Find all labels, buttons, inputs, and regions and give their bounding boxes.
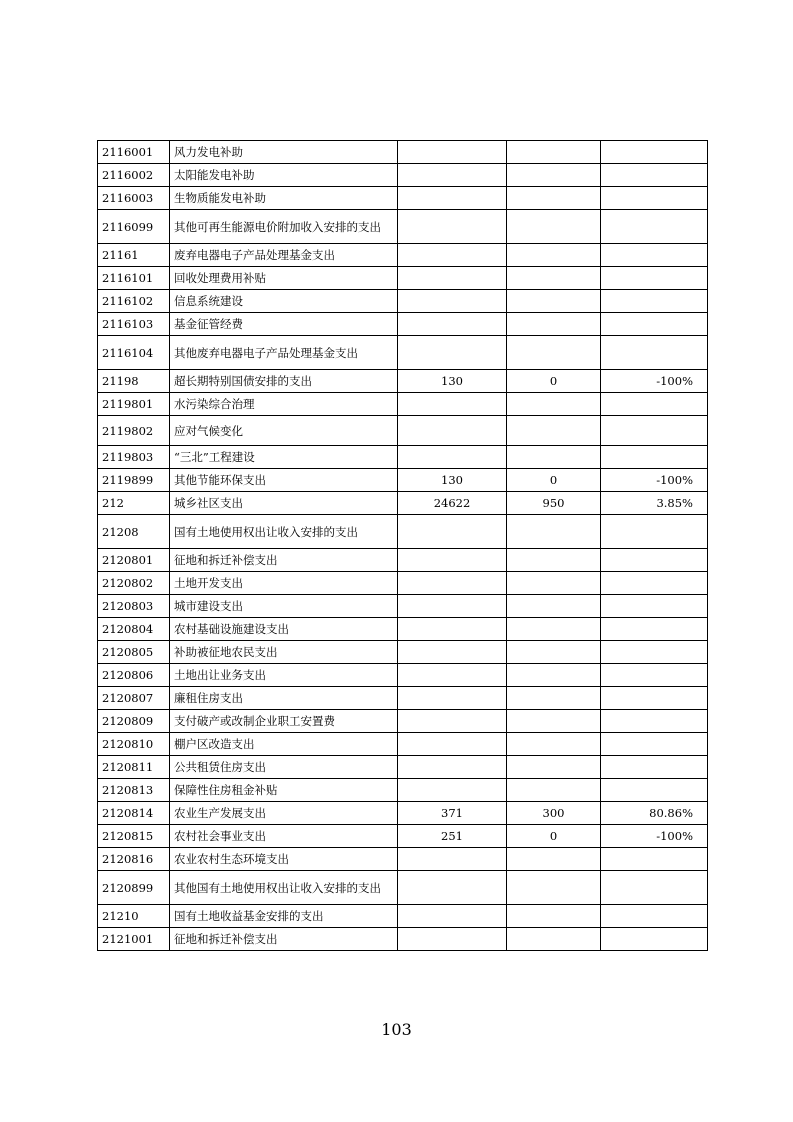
table-row	[98, 187, 708, 210]
row-value-2-cell	[507, 416, 601, 446]
table-row	[98, 290, 708, 313]
row-name-cell: “三北”工程建设	[170, 446, 398, 469]
row-value-1-cell	[398, 664, 507, 687]
table-row	[98, 871, 708, 905]
row-value-2-cell	[507, 848, 601, 871]
row-value-2-cell	[507, 687, 601, 710]
row-value-1-cell	[398, 928, 507, 951]
row-change-cell	[601, 290, 708, 313]
row-code-cell: 212	[98, 492, 170, 515]
row-name-cell: 信息系统建设	[170, 290, 398, 313]
row-value-1-cell	[398, 187, 507, 210]
row-name-cell: 保障性住房租金补贴	[170, 779, 398, 802]
row-name-cell: 超长期特别国债安排的支出	[170, 370, 398, 393]
row-change-cell	[601, 313, 708, 336]
table-row	[98, 687, 708, 710]
row-code-cell: 2120806	[98, 664, 170, 687]
row-value-1-cell	[398, 416, 507, 446]
row-code-cell: 2120803	[98, 595, 170, 618]
row-name-cell: 国有土地使用权出让收入安排的支出	[170, 515, 398, 549]
row-name-cell: 其他废弃电器电子产品处理基金支出	[170, 336, 398, 370]
row-change-cell	[601, 905, 708, 928]
row-value-2-cell: 0	[507, 469, 601, 492]
row-code-cell: 2120815	[98, 825, 170, 848]
row-value-1-cell	[398, 515, 507, 549]
row-value-2-cell	[507, 618, 601, 641]
row-name-cell: 农业农村生态环境支出	[170, 848, 398, 871]
row-change-cell	[601, 848, 708, 871]
row-name-cell: 其他可再生能源电价附加收入安排的支出	[170, 210, 398, 244]
row-name-cell: 征地和拆迁补偿支出	[170, 928, 398, 951]
row-value-2-cell	[507, 267, 601, 290]
row-name-cell: 太阳能发电补助	[170, 164, 398, 187]
table-row	[98, 848, 708, 871]
row-change-cell	[601, 641, 708, 664]
row-value-2-cell	[507, 515, 601, 549]
row-code-cell: 2119802	[98, 416, 170, 446]
row-name-cell: 支付破产或改制企业职工安置费	[170, 710, 398, 733]
table-row	[98, 825, 708, 848]
row-code-cell: 2120810	[98, 733, 170, 756]
row-change-cell: 80.86%	[601, 802, 708, 825]
table-row	[98, 595, 708, 618]
table-row	[98, 370, 708, 393]
table-row	[98, 515, 708, 549]
row-name-cell: 生物质能发电补助	[170, 187, 398, 210]
row-code-cell: 2116103	[98, 313, 170, 336]
row-value-1-cell: 130	[398, 469, 507, 492]
table-row	[98, 664, 708, 687]
row-value-2-cell	[507, 905, 601, 928]
row-value-1-cell	[398, 164, 507, 187]
row-change-cell	[601, 187, 708, 210]
row-value-1-cell	[398, 779, 507, 802]
row-name-cell: 棚户区改造支出	[170, 733, 398, 756]
table-row	[98, 733, 708, 756]
row-value-1-cell	[398, 618, 507, 641]
row-value-1-cell	[398, 290, 507, 313]
row-value-1-cell	[398, 756, 507, 779]
row-value-2-cell	[507, 393, 601, 416]
row-code-cell: 2121001	[98, 928, 170, 951]
page-number: 103	[381, 1020, 412, 1039]
row-value-2-cell	[507, 595, 601, 618]
row-name-cell: 国有土地收益基金安排的支出	[170, 905, 398, 928]
row-value-2-cell	[507, 572, 601, 595]
table-row	[98, 446, 708, 469]
row-change-cell	[601, 733, 708, 756]
table-row	[98, 779, 708, 802]
row-value-2-cell: 0	[507, 825, 601, 848]
table-row	[98, 618, 708, 641]
row-code-cell: 2120809	[98, 710, 170, 733]
budget-table-container	[97, 140, 697, 951]
row-value-2-cell	[507, 641, 601, 664]
table-row	[98, 756, 708, 779]
row-name-cell: 农村社会事业支出	[170, 825, 398, 848]
row-change-cell	[601, 393, 708, 416]
row-value-1-cell	[398, 313, 507, 336]
row-value-2-cell	[507, 871, 601, 905]
row-value-2-cell	[507, 710, 601, 733]
row-change-cell	[601, 244, 708, 267]
row-name-cell: 基金征管经费	[170, 313, 398, 336]
row-value-2-cell	[507, 141, 601, 164]
row-name-cell: 废弃电器电子产品处理基金支出	[170, 244, 398, 267]
row-value-1-cell	[398, 905, 507, 928]
row-code-cell: 2116102	[98, 290, 170, 313]
budget-table	[97, 140, 708, 951]
row-change-cell	[601, 336, 708, 370]
table-row	[98, 469, 708, 492]
table-row	[98, 336, 708, 370]
row-change-cell	[601, 572, 708, 595]
row-name-cell: 公共租赁住房支出	[170, 756, 398, 779]
row-value-2-cell: 0	[507, 370, 601, 393]
row-code-cell: 21198	[98, 370, 170, 393]
row-value-2-cell	[507, 336, 601, 370]
row-value-2-cell	[507, 164, 601, 187]
row-value-1-cell: 251	[398, 825, 507, 848]
row-code-cell: 2120816	[98, 848, 170, 871]
table-row	[98, 313, 708, 336]
row-change-cell	[601, 549, 708, 572]
row-name-cell: 城乡社区支出	[170, 492, 398, 515]
row-code-cell: 2116001	[98, 141, 170, 164]
row-code-cell: 2120805	[98, 641, 170, 664]
row-code-cell: 2119801	[98, 393, 170, 416]
row-value-2-cell	[507, 210, 601, 244]
row-value-1-cell	[398, 687, 507, 710]
row-value-1-cell	[398, 595, 507, 618]
row-value-2-cell	[507, 928, 601, 951]
row-change-cell	[601, 164, 708, 187]
row-value-1-cell	[398, 446, 507, 469]
row-value-1-cell	[398, 710, 507, 733]
row-change-cell: 3.85%	[601, 492, 708, 515]
row-code-cell: 2120804	[98, 618, 170, 641]
row-value-2-cell	[507, 290, 601, 313]
row-value-1-cell	[398, 641, 507, 664]
row-change-cell	[601, 416, 708, 446]
row-value-1-cell	[398, 871, 507, 905]
row-value-2-cell	[507, 446, 601, 469]
row-code-cell: 21208	[98, 515, 170, 549]
row-value-1-cell: 24622	[398, 492, 507, 515]
table-row	[98, 210, 708, 244]
table-row	[98, 164, 708, 187]
row-name-cell: 廉租住房支出	[170, 687, 398, 710]
budget-table-body	[98, 141, 708, 951]
row-code-cell: 2120811	[98, 756, 170, 779]
row-value-2-cell	[507, 187, 601, 210]
row-name-cell: 补助被征地农民支出	[170, 641, 398, 664]
row-value-2-cell: 950	[507, 492, 601, 515]
row-code-cell: 2116101	[98, 267, 170, 290]
row-change-cell	[601, 210, 708, 244]
row-change-cell	[601, 710, 708, 733]
row-value-1-cell: 130	[398, 370, 507, 393]
row-value-2-cell	[507, 549, 601, 572]
row-value-1-cell	[398, 210, 507, 244]
row-change-cell	[601, 446, 708, 469]
row-name-cell: 水污染综合治理	[170, 393, 398, 416]
row-change-cell	[601, 928, 708, 951]
table-row	[98, 641, 708, 664]
row-code-cell: 2120801	[98, 549, 170, 572]
row-value-1-cell	[398, 733, 507, 756]
row-change-cell	[601, 141, 708, 164]
row-value-1-cell	[398, 848, 507, 871]
table-row	[98, 393, 708, 416]
row-change-cell	[601, 664, 708, 687]
row-name-cell: 回收处理费用补贴	[170, 267, 398, 290]
row-change-cell	[601, 756, 708, 779]
row-change-cell	[601, 515, 708, 549]
row-code-cell: 2120807	[98, 687, 170, 710]
row-change-cell	[601, 618, 708, 641]
row-value-2-cell	[507, 756, 601, 779]
row-name-cell: 其他节能环保支出	[170, 469, 398, 492]
row-change-cell: -100%	[601, 469, 708, 492]
row-name-cell: 应对气候变化	[170, 416, 398, 446]
row-code-cell: 21210	[98, 905, 170, 928]
row-name-cell: 农村基础设施建设支出	[170, 618, 398, 641]
row-change-cell: -100%	[601, 370, 708, 393]
row-value-1-cell	[398, 393, 507, 416]
table-row	[98, 141, 708, 164]
row-value-2-cell	[507, 664, 601, 687]
row-code-cell: 2120813	[98, 779, 170, 802]
row-change-cell: -100%	[601, 825, 708, 848]
row-code-cell: 2116099	[98, 210, 170, 244]
row-code-cell: 2119803	[98, 446, 170, 469]
row-code-cell: 2119899	[98, 469, 170, 492]
table-row	[98, 802, 708, 825]
row-name-cell: 城市建设支出	[170, 595, 398, 618]
row-name-cell: 土地开发支出	[170, 572, 398, 595]
row-value-1-cell	[398, 572, 507, 595]
table-row	[98, 710, 708, 733]
row-change-cell	[601, 779, 708, 802]
row-code-cell: 2116003	[98, 187, 170, 210]
row-value-2-cell	[507, 244, 601, 267]
row-change-cell	[601, 687, 708, 710]
row-value-2-cell	[507, 313, 601, 336]
table-row	[98, 416, 708, 446]
table-row	[98, 572, 708, 595]
row-value-1-cell	[398, 244, 507, 267]
row-code-cell: 21161	[98, 244, 170, 267]
table-row	[98, 905, 708, 928]
table-row	[98, 492, 708, 515]
table-row	[98, 928, 708, 951]
row-name-cell: 土地出让业务支出	[170, 664, 398, 687]
row-code-cell: 2120899	[98, 871, 170, 905]
row-code-cell: 2120802	[98, 572, 170, 595]
row-value-2-cell: 300	[507, 802, 601, 825]
row-code-cell: 2116002	[98, 164, 170, 187]
table-row	[98, 244, 708, 267]
row-name-cell: 征地和拆迁补偿支出	[170, 549, 398, 572]
row-name-cell: 农业生产发展支出	[170, 802, 398, 825]
row-value-2-cell	[507, 733, 601, 756]
row-change-cell	[601, 595, 708, 618]
row-value-1-cell	[398, 549, 507, 572]
row-change-cell	[601, 267, 708, 290]
row-code-cell: 2116104	[98, 336, 170, 370]
row-value-1-cell	[398, 336, 507, 370]
row-value-1-cell: 371	[398, 802, 507, 825]
row-name-cell: 风力发电补助	[170, 141, 398, 164]
table-row	[98, 267, 708, 290]
row-value-1-cell	[398, 267, 507, 290]
row-value-1-cell	[398, 141, 507, 164]
row-name-cell: 其他国有土地使用权出让收入安排的支出	[170, 871, 398, 905]
row-change-cell	[601, 871, 708, 905]
table-row	[98, 549, 708, 572]
row-value-2-cell	[507, 779, 601, 802]
row-code-cell: 2120814	[98, 802, 170, 825]
